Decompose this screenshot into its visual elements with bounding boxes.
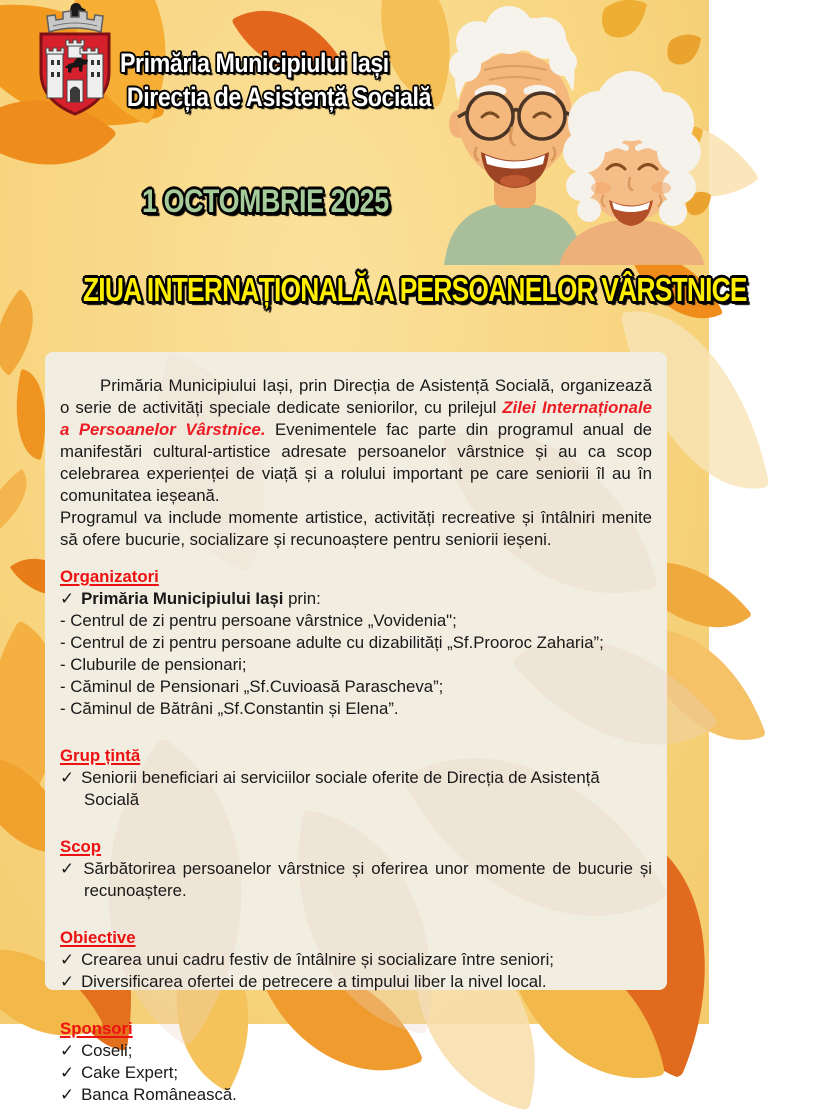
sections [60, 566, 652, 1106]
check-item: ✓ Crearea unui cadru festiv de întâlnire și socializare între seniori; [60, 950, 554, 969]
check-item: ✓ Banca Românească. [60, 1085, 237, 1104]
header-line2: Direcția de Asistență Socială [126, 82, 432, 112]
elderly-couple-illustration [409, 0, 709, 265]
check-icon: ✓ [60, 1085, 75, 1104]
check-icon: ✓ [60, 589, 75, 608]
header-line1: Primăria Municipiului Iași [120, 48, 389, 78]
section-heading-grup-tinta: Grup țintă [60, 746, 141, 765]
check-item: ✓ Primăria Municipiului Iași prin: [60, 589, 321, 608]
check-item: ✓ Cake Expert; [60, 1063, 179, 1082]
check-item: ✓ Seniorii beneficiari ai serviciilor sociale oferite de Direcția de Asistență Socială [60, 768, 600, 809]
content [45, 352, 667, 1106]
iasi-coat-of-arms [33, 2, 117, 122]
content-box [45, 352, 667, 1104]
header-title [120, 46, 431, 114]
check-icon: ✓ [60, 950, 75, 969]
check-item: ✓ Sărbătorirea persoanelor vârstnice și oferirea unor momente de bucurie și recunoaștere. [60, 859, 652, 900]
dash-item: - Centrul de zi pentru persoane adulte cu dizabilități „Sf.Prooroc Zaharia”; [60, 633, 604, 652]
item-bold-text: Primăria Municipiului Iași [81, 589, 284, 608]
intro-text-after: Evenimentele fac parte din programul anual de manifestări cultural-artistice adresate persoanelor vârstnice și au ca scop celebrarea experienței de viață și a rolului important pe care seniorii îl au în comunitatea ieșeană. [60, 420, 652, 505]
section-grup-tinta [60, 745, 652, 811]
intro-text-before: Primăria Municipiului Iași, prin Direcția de Asistență Socială, organizează o serie de activități speciale dedicate seniorilor, cu prilejul [60, 376, 652, 417]
check-item: ✓ Diversificarea ofertei de petrecere a timpului liber la nivel local. [60, 972, 547, 991]
section-heading-scop: Scop [60, 837, 102, 856]
check-icon: ✓ [60, 1041, 75, 1060]
dash-item: - Cluburile de pensionari; [60, 655, 247, 674]
dash-item: - Centrul de zi pentru persoane vârstnice „Vovidenia"; [60, 611, 457, 630]
intro-paragraphs [60, 375, 652, 551]
dash-item: - Căminul de Pensionari „Sf.Cuvioasă Parascheva”; [60, 677, 444, 696]
check-icon: ✓ [60, 1063, 75, 1082]
main-title [0, 271, 747, 309]
intro-highlight: Zilei Internaționale a Persoanelor Vârstnice. [60, 398, 652, 439]
section-organizatori [60, 566, 652, 720]
check-icon: ✓ [60, 859, 77, 878]
date-badge: 1 OCTOMBRIE 2025 [142, 183, 389, 219]
section-scop [60, 836, 652, 902]
dash-item: - Căminul de Bătrâni „Sf.Constantin și Elena”. [60, 699, 399, 718]
section-obiective [60, 927, 652, 993]
section-heading-obiective: Obiective [60, 928, 136, 947]
main-title-text: ZIUA INTERNAȚIONALĂ A PERSOANELOR VÂRSTNICE [82, 271, 747, 308]
section-sponsori [60, 1018, 652, 1106]
check-item: ✓ Coseli; [60, 1041, 133, 1060]
section-heading-sponsori: Sponsori [60, 1019, 133, 1038]
check-icon: ✓ [60, 768, 75, 787]
section-heading-organizatori: Organizatori [60, 567, 159, 586]
leaf-decoration [0, 469, 43, 535]
intro-paragraph-2: Programul va include momente artistice, activități recreative și întâlniri menite să ofere bucurie, socializare și recunoaștere pentru seniorii ieșeni. [60, 508, 652, 549]
intro-paragraph-1 [60, 375, 652, 507]
check-icon: ✓ [60, 972, 75, 991]
